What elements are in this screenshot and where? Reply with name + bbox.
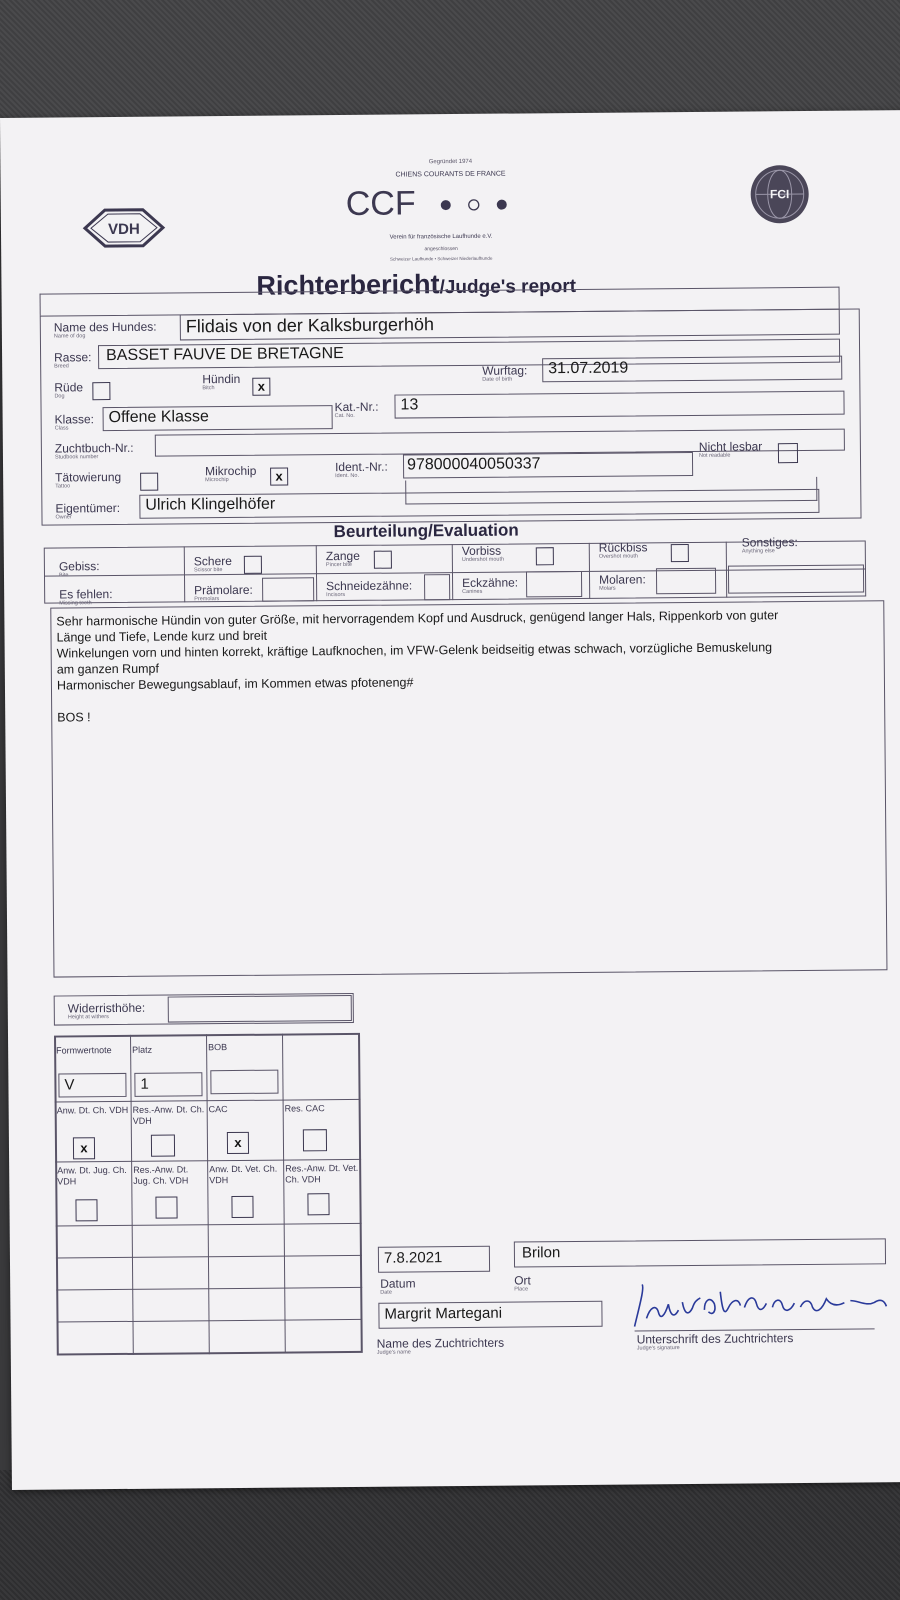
evaluation-line: Winkelungen vorn und hinten korrekt, kräftige Laufknochen, im VFW-Gelenk beidseitig etwas schwach, vorzügliche Bemuskelung <box>56 640 773 661</box>
evaluation-text <box>56 606 883 725</box>
grade-label: Formwertnote <box>56 1045 112 1056</box>
evaluation-line: Sehr harmonische Hündin von guter Größe, mit hervorragendem Kopf und Ausdruck, genügend langer Hals, Rippenkorb von guter <box>56 608 779 629</box>
affiliated-subtext: Schweizer Laufhunde • Schweizer Niederlaufhunde <box>390 255 493 262</box>
withers-field[interactable] <box>168 995 352 1023</box>
incisors-field[interactable] <box>424 574 450 600</box>
owner-label: Eigentümer: Owner <box>55 500 121 521</box>
org-french: CHIENS COURANTS DE FRANCE <box>395 170 506 179</box>
evaluation-line: am ganzen Rumpf <box>56 661 160 677</box>
unreadable-label: Nicht lesbar Not readable <box>698 439 763 459</box>
place-of-show-value: Brilon <box>521 1244 561 1262</box>
canines-label: Eckzähne: Canines <box>462 575 519 595</box>
other-label: Sonstiges: Anything else <box>741 535 798 555</box>
female-label: Hündin Bitch <box>202 371 241 392</box>
title-label-5: Anw. Dt. Jug. Ch. VDH <box>57 1164 127 1187</box>
breed-label: Rasse: Breed <box>54 350 92 370</box>
signature-label: Unterschrift des Zuchtrichters Judge's signature <box>636 1331 794 1352</box>
overshot-label: Rückbiss Overshot mouth <box>598 540 648 560</box>
molars-label: Molaren: Molars <box>598 572 646 592</box>
title-checkbox-7[interactable] <box>231 1196 253 1218</box>
chip-label: Mikrochip Microchip <box>205 463 257 484</box>
incisors-label: Schneidezähne: Incisors <box>326 578 413 599</box>
bob-field[interactable] <box>210 1070 278 1095</box>
dob-label: Wurftag: Date of birth <box>482 363 528 383</box>
title-label-8: Res.-Anw. Dt. Vet. Ch. VDH <box>285 1162 359 1185</box>
ccf-logo-text: CCF <box>345 184 416 223</box>
tattoo-checkbox[interactable] <box>140 473 158 491</box>
title-german: Richterbericht <box>256 269 440 301</box>
pincer-label: Zange Pincer bite <box>325 548 360 569</box>
overshot-checkbox[interactable] <box>671 544 689 562</box>
evaluation-line: Länge und Tiefe, Lende kurz und breit <box>56 628 268 645</box>
ccf-dots-icon <box>438 197 518 217</box>
title-checkbox-8[interactable] <box>307 1193 329 1215</box>
catno-value: 13 <box>400 396 419 414</box>
evaluation-line: Harmonischer Bewegungsablauf, im Kommen etwas pfoteneng# <box>56 675 414 693</box>
molars-field[interactable] <box>656 568 716 595</box>
catno-label: Kat.-Nr.: Cat. No. <box>334 399 379 420</box>
withers-label: Widerristhöhe: Height at withers <box>67 1000 146 1021</box>
evaluation-heading: Beurteilung/Evaluation <box>333 520 519 542</box>
female-checkbox[interactable]: x <box>252 378 270 396</box>
title-checkbox-5[interactable] <box>75 1199 97 1221</box>
title-label-1: Anw. Dt. Ch. VDH <box>56 1104 129 1116</box>
breed-value: BASSET FAUVE DE BRETAGNE <box>106 345 344 365</box>
title-checkbox-3[interactable]: x <box>227 1132 249 1154</box>
tattoo-label: Tätowierung Tattoo <box>55 469 122 490</box>
scissor-label: Schere Scissor bite <box>193 553 232 574</box>
title-label-7: Anw. Dt. Vet. Ch. VDH <box>209 1163 278 1186</box>
place-label: Platz <box>132 1044 153 1055</box>
evaluation-line: BOS ! <box>57 710 91 725</box>
canines-field[interactable] <box>526 571 582 597</box>
affiliated-text: angeschlossen <box>424 246 458 253</box>
title-label-2: Res.-Anw. Dt. Ch. VDH <box>132 1104 205 1126</box>
judge-name-label: Name des Zuchtrichters Judge's name <box>376 1335 505 1356</box>
vdh-logo-text: VDH <box>108 220 140 239</box>
bite-label: Gebiss: Bite <box>58 559 100 579</box>
background-fabric-bottom <box>0 1470 900 1600</box>
title-english: /Judge's report <box>439 275 577 299</box>
date-label: Datum Date <box>380 1276 416 1296</box>
place-value: 1 <box>140 1075 149 1093</box>
judge-report-form <box>0 110 900 1490</box>
missing-teeth-label: Es fehlen: Missing teeth <box>59 587 113 607</box>
male-label: Rüde Dog <box>54 380 84 400</box>
title-checkbox-2[interactable] <box>151 1135 175 1157</box>
title-checkbox-1[interactable]: x <box>73 1137 95 1159</box>
ident-label: Ident.-Nr.: Ident. No. <box>334 459 388 480</box>
title-label-4: Res. CAC <box>284 1103 325 1114</box>
grade-value: V <box>64 1076 75 1094</box>
scissor-checkbox[interactable] <box>244 556 262 574</box>
dog-name-value: Flidais von der Kalksburgerhöh <box>185 314 435 337</box>
vdh-logo <box>81 207 167 255</box>
chip-checkbox[interactable]: x <box>270 467 288 485</box>
pincer-checkbox[interactable] <box>374 551 392 569</box>
undershot-checkbox[interactable] <box>536 547 554 565</box>
male-checkbox[interactable] <box>92 382 110 400</box>
owner-value: Ulrich Klingelhöfer <box>145 495 276 514</box>
ident-value: 978000040050337 <box>406 455 541 474</box>
club-name: Verein für französische Laufhunde e.V. <box>389 233 493 241</box>
place-of-show-field[interactable] <box>514 1238 886 1267</box>
dob-value: 31.07.2019 <box>548 359 629 378</box>
class-value: Offene Klasse <box>108 408 209 427</box>
other-field[interactable] <box>728 564 864 593</box>
title-label-3: CAC <box>208 1104 228 1115</box>
studbook-label: Zuchtbuch-Nr.: Studbook number <box>54 440 134 461</box>
place-of-show-label: Ort Place <box>514 1273 531 1293</box>
bob-label: BOB <box>208 1042 228 1053</box>
catno-field[interactable] <box>394 391 844 419</box>
undershot-label: Vorbiss Undershot mouth <box>461 543 505 563</box>
title-checkbox-6[interactable] <box>155 1196 177 1218</box>
judge-name-value: Margrit Martegani <box>384 1304 503 1323</box>
premolars-field[interactable] <box>262 577 314 601</box>
title-label-6: Res.-Anw. Dt. Jug. Ch. VDH <box>133 1164 189 1186</box>
fci-logo-text: FCI <box>769 187 790 202</box>
fci-logo <box>748 163 811 231</box>
premolars-label: Prämolare: Premolars <box>194 582 253 603</box>
title-checkbox-4[interactable] <box>303 1129 327 1151</box>
date-value: 7.8.2021 <box>383 1249 443 1267</box>
class-label: Klasse: Class <box>54 412 95 432</box>
name-label: Name des Hundes: Name of dog <box>53 319 157 340</box>
founded-text: Gegründet 1974 <box>428 158 473 166</box>
unreadable-checkbox[interactable] <box>778 443 798 463</box>
